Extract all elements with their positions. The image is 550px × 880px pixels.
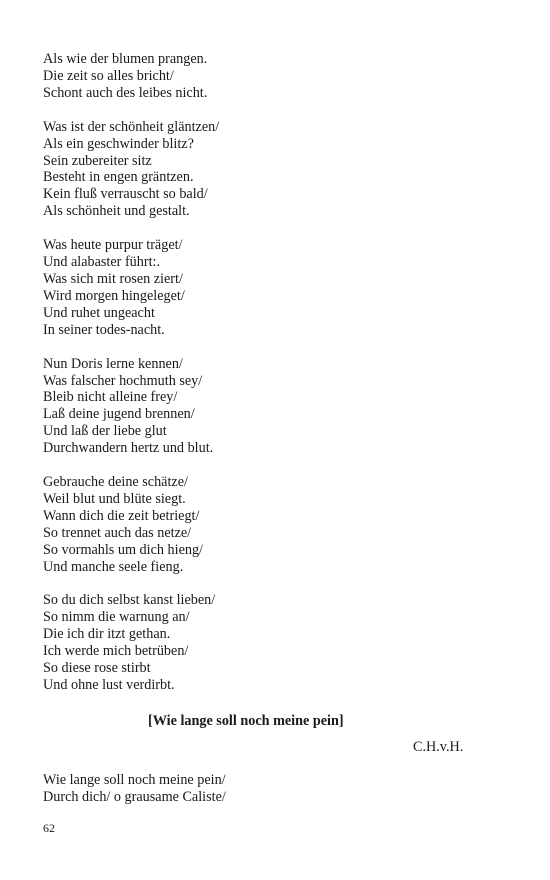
verse-line: Sein zubereiter sitz xyxy=(43,152,152,169)
verse-line: So nimm die warnung an/ xyxy=(43,609,190,626)
verse-line: Was ist der schönheit gläntzen/ xyxy=(43,118,220,135)
verse-line: Wie lange soll noch meine pein/ xyxy=(43,772,226,788)
verse-line: Als ein geschwinder blitz? xyxy=(43,135,194,152)
stanza xyxy=(43,51,503,102)
verse-line: Und ohne lust verdirbt. xyxy=(43,677,175,693)
verse-line: Und manche seele fieng. xyxy=(43,558,184,575)
verse-line: Als wie der blumen prangen. xyxy=(43,51,208,67)
poem-author: C.H.v.H. xyxy=(413,739,464,755)
stanza xyxy=(43,356,503,457)
verse-line: Schont auch des leibes nicht. xyxy=(43,84,208,101)
verse-line: Und alabaster führt:. xyxy=(43,254,161,271)
verse-line: Wann dich die zeit betriegt/ xyxy=(43,507,200,524)
verse-line: So vormahls um dich hieng/ xyxy=(43,541,203,558)
verse-line: Kein fluß verrauscht so bald/ xyxy=(43,186,208,203)
poem-body xyxy=(43,51,503,711)
verse-line: Und laß der liebe glut xyxy=(43,423,167,440)
verse-line: Laß deine jugend brennen/ xyxy=(43,406,195,423)
verse-line: So diese rose stirbt xyxy=(43,660,151,677)
verse-line: So du dich selbst kanst lieben/ xyxy=(43,592,216,609)
verse-line: Was falscher hochmuth sey/ xyxy=(43,372,203,389)
next-poem-opening xyxy=(43,772,226,806)
verse-line: So trennet auch das netze/ xyxy=(43,524,192,541)
verse-line: Ich werde mich betrüben/ xyxy=(43,643,189,660)
verse-line: Was sich mit rosen ziert/ xyxy=(43,270,183,287)
verse-line: Als schönheit und gestalt. xyxy=(43,203,190,220)
verse-line: Gebrauche deine schätze/ xyxy=(43,474,188,491)
verse-line: Durchwandern hertz und blut. xyxy=(43,440,214,457)
verse-line: Und ruhet ungeacht xyxy=(43,304,155,321)
stanza xyxy=(43,119,503,220)
verse-line: In seiner todes-nacht. xyxy=(43,321,165,338)
verse-line: Wird morgen hingeleget/ xyxy=(43,287,185,304)
verse-line: Die ich dir itzt gethan. xyxy=(43,626,171,643)
verse-line: Bleib nicht alleine frey/ xyxy=(43,389,178,406)
poem-title: [Wie lange soll noch meine pein] xyxy=(148,713,344,729)
verse-line: Die zeit so alles bricht/ xyxy=(43,67,174,84)
verse-line: Besteht in engen gräntzen. xyxy=(43,169,194,186)
verse-line: Weil blut und blüte siegt. xyxy=(43,490,186,507)
stanza xyxy=(43,474,503,575)
page-number: 62 xyxy=(43,821,55,835)
verse-line: Durch dich/ o grausame Caliste/ xyxy=(43,788,226,805)
stanza xyxy=(43,592,503,693)
verse-line: Nun Doris lerne kennen/ xyxy=(43,355,183,372)
verse-line: Was heute purpur träget/ xyxy=(43,237,183,254)
stanza xyxy=(43,237,503,338)
